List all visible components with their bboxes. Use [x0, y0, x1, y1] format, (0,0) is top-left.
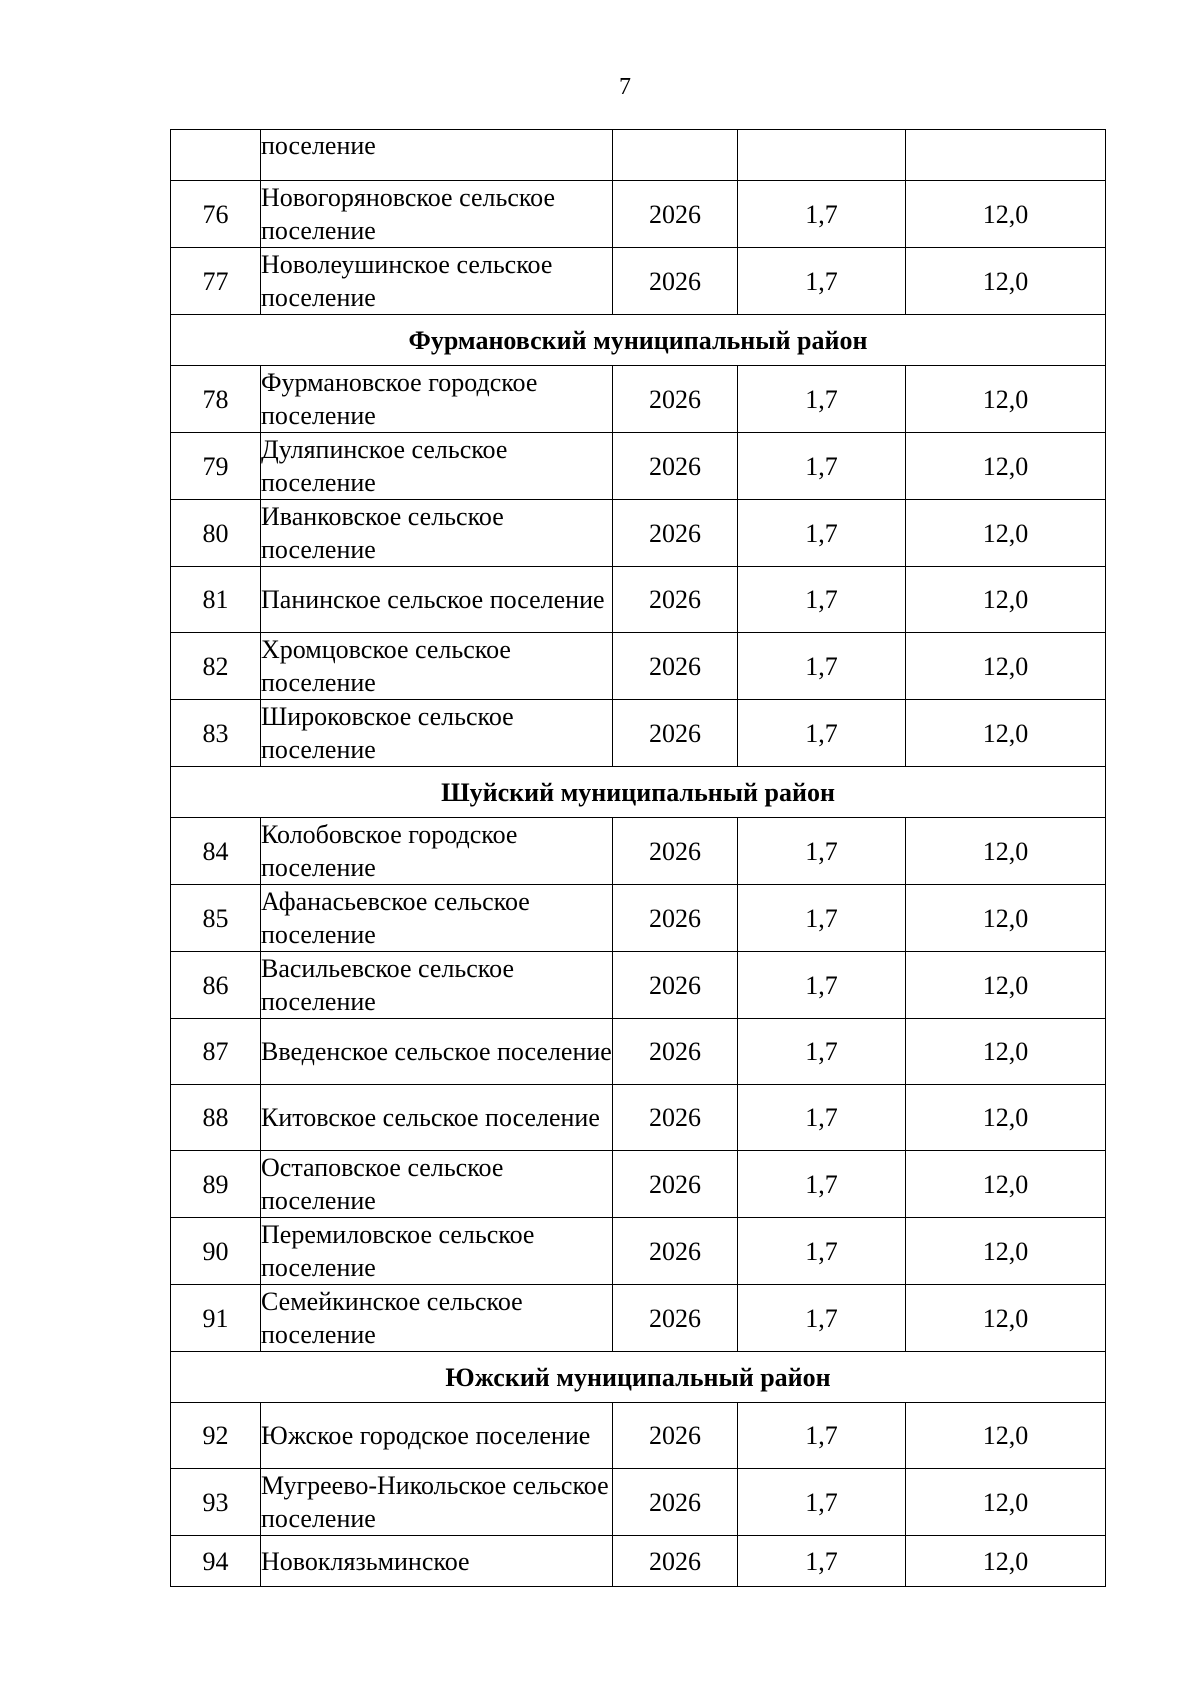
table-row	[171, 700, 1106, 767]
table-row	[171, 248, 1106, 315]
year-cell: 2026	[613, 1469, 738, 1536]
value1-cell: 1,7	[738, 818, 906, 885]
year-cell: 2026	[613, 366, 738, 433]
settlement-name-cell: Новогоряновское сельское поселение	[261, 181, 613, 248]
table-row-continuation	[171, 130, 1106, 181]
district-header-row	[171, 1352, 1106, 1403]
value1-cell: 1,7	[738, 1403, 906, 1469]
value2-cell: 12,0	[906, 1469, 1106, 1536]
value1-cell: 1,7	[738, 952, 906, 1019]
district-title: Южский муниципальный район	[171, 1352, 1106, 1403]
value2-cell: 12,0	[906, 1536, 1106, 1587]
row-number-cell: 82	[171, 633, 261, 700]
table-row	[171, 181, 1106, 248]
row-number-cell: 88	[171, 1085, 261, 1151]
settlement-name-cell: Китовское сельское поселение	[261, 1085, 613, 1151]
table-row	[171, 1285, 1106, 1352]
value2-cell: 12,0	[906, 1019, 1106, 1085]
year-cell: 2026	[613, 885, 738, 952]
row-number-cell: 86	[171, 952, 261, 1019]
value1-cell: 1,7	[738, 700, 906, 767]
table-row	[171, 1403, 1106, 1469]
year-cell: 2026	[613, 1085, 738, 1151]
row-number-cell: 93	[171, 1469, 261, 1536]
year-cell: 2026	[613, 1536, 738, 1587]
value2-cell: 12,0	[906, 818, 1106, 885]
value1-cell: 1,7	[738, 248, 906, 315]
settlement-name-cell: Остаповское сельское поселение	[261, 1151, 613, 1218]
value1-cell: 1,7	[738, 366, 906, 433]
settlement-name-cell: Дуляпинское сельское поселение	[261, 433, 613, 500]
settlement-name-cell: Афанасьевское сельское поселение	[261, 885, 613, 952]
value1-cell: 1,7	[738, 1151, 906, 1218]
value1-cell: 1,7	[738, 500, 906, 567]
settlement-name-cell: Хромцовское сельское поселение	[261, 633, 613, 700]
value2-cell	[906, 130, 1106, 181]
value1-cell: 1,7	[738, 181, 906, 248]
table-row	[171, 1019, 1106, 1085]
settlement-name-cell: Колобовское городское поселение	[261, 818, 613, 885]
value2-cell: 12,0	[906, 1218, 1106, 1285]
row-number-cell: 79	[171, 433, 261, 500]
table-row	[171, 1469, 1106, 1536]
table-row	[171, 885, 1106, 952]
settlement-name-cell: Васильевское сельское поселение	[261, 952, 613, 1019]
row-number-cell: 90	[171, 1218, 261, 1285]
table-body	[171, 130, 1106, 1587]
value1-cell: 1,7	[738, 633, 906, 700]
year-cell: 2026	[613, 181, 738, 248]
year-cell: 2026	[613, 818, 738, 885]
value1-cell	[738, 130, 906, 181]
table-row	[171, 952, 1106, 1019]
value2-cell: 12,0	[906, 952, 1106, 1019]
year-cell	[613, 130, 738, 181]
row-number-cell: 80	[171, 500, 261, 567]
value1-cell: 1,7	[738, 567, 906, 633]
page-number: 7	[619, 74, 631, 100]
year-cell: 2026	[613, 567, 738, 633]
table-row	[171, 818, 1106, 885]
year-cell: 2026	[613, 1403, 738, 1469]
value1-cell: 1,7	[738, 1019, 906, 1085]
year-cell: 2026	[613, 633, 738, 700]
row-number-cell: 77	[171, 248, 261, 315]
row-number-cell: 78	[171, 366, 261, 433]
value1-cell: 1,7	[738, 1285, 906, 1352]
value2-cell: 12,0	[906, 1085, 1106, 1151]
row-number-cell: 85	[171, 885, 261, 952]
year-cell: 2026	[613, 1019, 738, 1085]
settlement-name-cell: Панинское сельское поселение	[261, 567, 613, 633]
table-row	[171, 1536, 1106, 1587]
value2-cell: 12,0	[906, 433, 1106, 500]
value1-cell: 1,7	[738, 1085, 906, 1151]
value2-cell: 12,0	[906, 1403, 1106, 1469]
table-row	[171, 1151, 1106, 1218]
value1-cell: 1,7	[738, 1469, 906, 1536]
row-number-cell: 84	[171, 818, 261, 885]
value2-cell: 12,0	[906, 567, 1106, 633]
row-number-cell: 76	[171, 181, 261, 248]
district-header-row	[171, 315, 1106, 366]
row-number-cell: 83	[171, 700, 261, 767]
year-cell: 2026	[613, 700, 738, 767]
value1-cell: 1,7	[738, 433, 906, 500]
settlements-table	[170, 129, 1106, 1587]
row-number-cell: 87	[171, 1019, 261, 1085]
table-row	[171, 433, 1106, 500]
row-number-cell: 94	[171, 1536, 261, 1587]
value2-cell: 12,0	[906, 633, 1106, 700]
year-cell: 2026	[613, 433, 738, 500]
settlement-name-cell: Мугреево-Никольское сельское поселение	[261, 1469, 613, 1536]
value2-cell: 12,0	[906, 885, 1106, 952]
year-cell: 2026	[613, 1285, 738, 1352]
table-row	[171, 633, 1106, 700]
row-number-cell: 91	[171, 1285, 261, 1352]
district-header-row	[171, 767, 1106, 818]
settlement-name-cell: Фурмановское городское поселение	[261, 366, 613, 433]
table-row	[171, 1085, 1106, 1151]
row-number-cell	[171, 130, 261, 181]
table-row	[171, 567, 1106, 633]
district-title: Шуйский муниципальный район	[171, 767, 1106, 818]
settlement-name-cell: Новоклязьминское	[261, 1536, 613, 1587]
settlement-name-cell: Семейкинское сельское поселение	[261, 1285, 613, 1352]
year-cell: 2026	[613, 952, 738, 1019]
value2-cell: 12,0	[906, 248, 1106, 315]
value1-cell: 1,7	[738, 885, 906, 952]
value1-cell: 1,7	[738, 1536, 906, 1587]
settlement-name-cell: Введенское сельское поселение	[261, 1019, 613, 1085]
district-title: Фурмановский муниципальный район	[171, 315, 1106, 366]
value2-cell: 12,0	[906, 181, 1106, 248]
value2-cell: 12,0	[906, 1151, 1106, 1218]
year-cell: 2026	[613, 500, 738, 567]
settlement-name-cell: Широковское сельское поселение	[261, 700, 613, 767]
settlement-name-cell: Перемиловское сельское поселение	[261, 1218, 613, 1285]
year-cell: 2026	[613, 248, 738, 315]
table-row	[171, 1218, 1106, 1285]
settlement-name-cell: Новолеушинское сельское поселение	[261, 248, 613, 315]
row-number-cell: 92	[171, 1403, 261, 1469]
value2-cell: 12,0	[906, 1285, 1106, 1352]
value2-cell: 12,0	[906, 500, 1106, 567]
year-cell: 2026	[613, 1218, 738, 1285]
table-row	[171, 500, 1106, 567]
row-number-cell: 89	[171, 1151, 261, 1218]
year-cell: 2026	[613, 1151, 738, 1218]
value1-cell: 1,7	[738, 1218, 906, 1285]
value2-cell: 12,0	[906, 700, 1106, 767]
settlement-name-cell: Иванковское сельское поселение	[261, 500, 613, 567]
settlement-name-cell: Южское городское поселение	[261, 1403, 613, 1469]
row-number-cell: 81	[171, 567, 261, 633]
table-row	[171, 366, 1106, 433]
value2-cell: 12,0	[906, 366, 1106, 433]
settlement-name-cell: поселение	[261, 130, 613, 181]
